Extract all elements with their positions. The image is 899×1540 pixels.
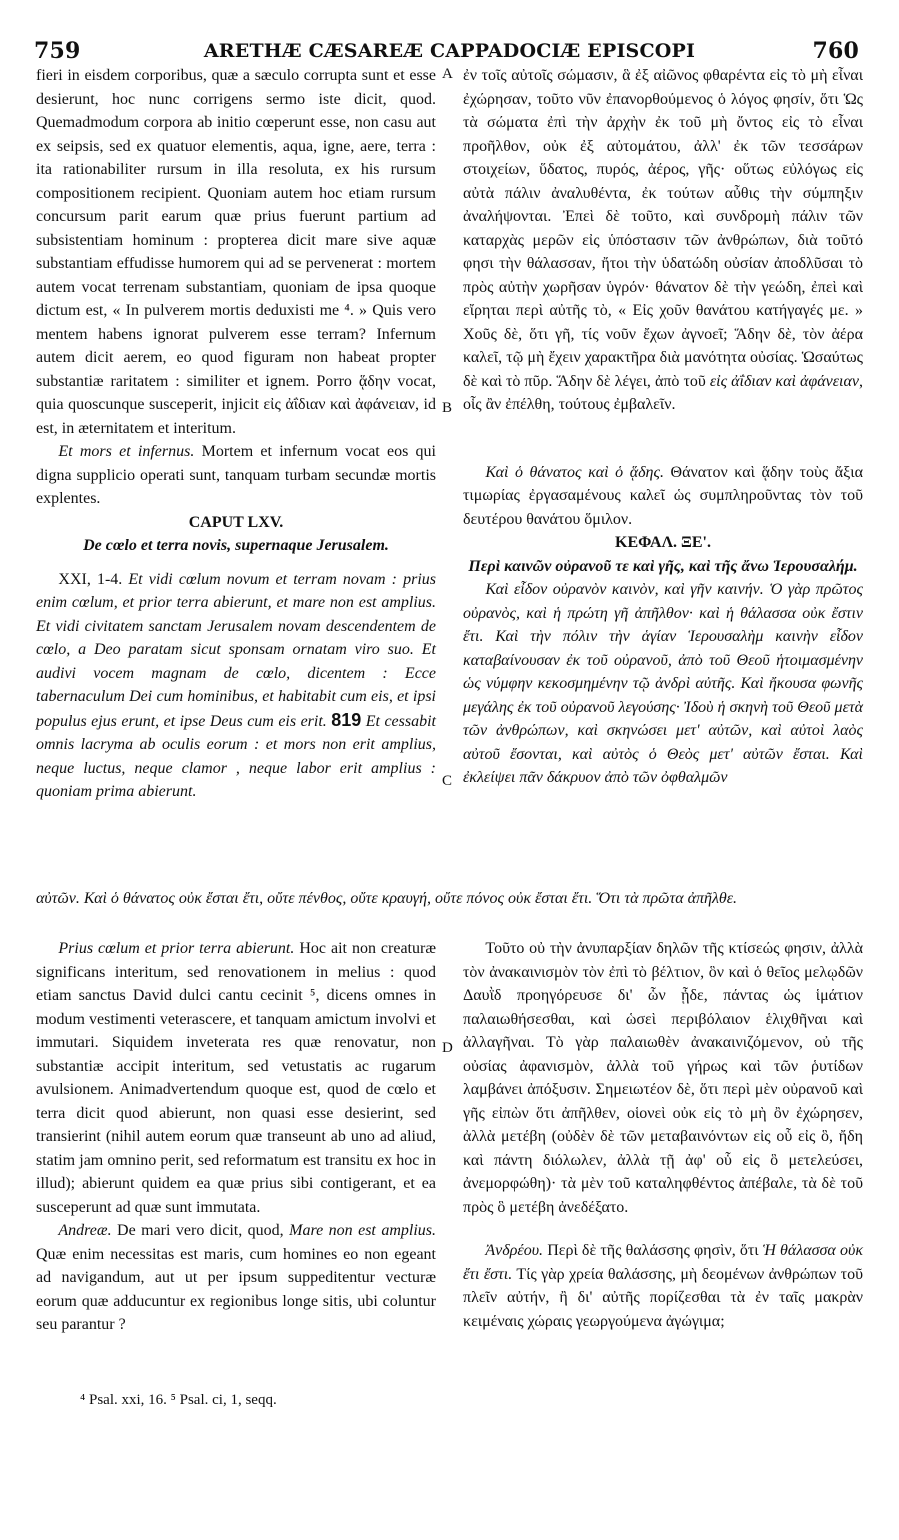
margin-marker-c: C (442, 773, 453, 789)
page-number-right: 760 (812, 38, 859, 64)
latin-paragraph-4: Prius cœlum et prior terra abierunt. Hoc ait non creaturæ significans interitum, sed renovationem in melius : quod etiam sanctus David dulci cantu cecinit ⁵, dicens omnes in modum vestimenti veterascere, et tanquam amictum involvi et immutari. Siquidem inveterata res quæ renovatur, non substantiæ accipit interitum, sed vetustatis ac rugarum avulsionem. Animadvertendum quoque est, quod de cœlo et terra dicit quod abierunt, non quasi esse desierint, sed transierint (nihil autem eorum quæ transeunt ab uno ad aliud, statim jam omnino perit, sed reformatum est transitu ex hoc in illud); abierunt quidem ea quæ prius sibi contigerant, et ea susceperunt ad quæ sunt immutata. (36, 940, 436, 1216)
latin-column-lower (36, 937, 436, 1337)
running-title: ARETHÆ CÆSAREÆ CAPPADOCIÆ EPISCOPI (203, 40, 696, 62)
latin-paragraph-5: Andreæ. De mari vero dicit, quod, Mare non est amplius. Quæ enim necessitas est maris, cum homines eo non egeant ad navigandum, aut ut per ipsum suppeditentur vecturæ eorum quæ adducuntur ex regionibus longe sitis, ubi coluntur seu parantur ? (36, 1222, 437, 1333)
latin-paragraph-2 (36, 440, 436, 511)
latin-chapter-heading: CAPUT LXV. (188, 513, 284, 531)
greek-paragraph-5: Ἀνδρέου. Περὶ δὲ τῆς θαλάσσης φησὶν, ὅτι Ἡ θάλασσα οὐκ ἔτι ἔστι. Τίς γὰρ χρεία θαλάσσης, μὴ δεομένων ἀνθρώπων τοῦ πλεῖν αὐτήν, ἢ δι' αὐτῆς πορίζεσθαι τὰ ἐν ταῖς μακρὰν κειμέναις χώραις γεωργούμενα ἀγώγιμα; (463, 1242, 864, 1330)
page-number-left: 759 (34, 38, 81, 64)
latin-scripture: XXI, 1-4. Et vidi cœlum novum et terram novam : prius enim cœlum, et prior terra abierunt, et mare non est amplius. Et vidi civitatem sanctam Jerusalem novam descendentem de cœlo, a Deo paratam sicut sponsam ornatam viro suo. Et audivi vocem magnam de cœlo, dicentem : Ecce tabernaculum Dei cum hominibus, et habitabit cum eis, et ipsi populus ejus erunt, et ipse Deus cum eis erit. 819 Et cessabit omnis lacryma ab oculis eorum : et mors non erit amplius, neque luctus, neque clamor , neque labor erit amplius : quoniam prima abierunt. (36, 570, 437, 800)
latin-commentary: Mortem et infernum vocat eos qui digna supplicio operati sunt, tanquam turbam secundæ mortis explentes. (36, 443, 437, 507)
greek-chapter-title: Περὶ καινῶν οὐρανοῦ τε καὶ γῆς, καὶ τῆς ἄνω Ἱερουσαλήμ. (468, 557, 858, 575)
fullwidth-scripture-line: αὐτῶν. Καὶ ὁ θάνατος οὐκ ἔσται ἔτι, οὔτε πένθος, οὔτε κραυγή, οὔτε πόνος οὐκ ἔσται ἔτι. Ὅτι τὰ πρῶτα ἀπῆλθε. (36, 890, 738, 907)
verse-reference: XXI, 1-4. (58, 570, 123, 588)
greek-paragraph-1: ἐν τοῖς αὐτοῖς σώμασιν, ἃ ἐξ αἰῶνος φθαρέντα εἰς τὸ μὴ εἶναι ἐχώρησαν, τοῦτο νῦν ἐπανορθούμενος ὁ λόγος φησίν, ὅτι Ὡς τὰ σώματα ἐπὶ τὴν ἀρχὴν ἐκ τοῦ μὴ ὄντος εἰς τὸ εἶναι προῆλθον, οὐκ ἐξ αὐτομάτου, ἀλλ' ἐκ τῶν τεσσάρων στοιχείων, ὕδατος, πυρός, ἀέρος, γῆς· οὕτως εὐλόγως εἰς αὐτὰ πάλιν ἀναλυθέντα, ἐκ τούτων αὖθις τὴν σύμπηξιν ἀναλήψονται. Ἐπεὶ δὲ τοῦτο, καὶ συνδρομὴ πάλιν τῶν καταρχὰς μερῶν εἰς ὑπόστασιν τῶν ἀνθρώπων, διὰ τοῦτό φησι τὴν θάλασσαν, ἤτοι τὴν ὑδατώδη οὐσίαν ἀποδλῦσαι τὸ πρὸς αὐτὴν χωρῆσαν ὑγρόν· θάνατον δὲ τὴν γεώδη, ἐπεὶ καὶ εἴρηται περὶ αὐτῆς τὸ, « Εἰς χοῦν θανάτου κατήγαγές με. » Χοῦς δὲ, ὅτι γῆ, τίς νοῦν ἔχων ἀγνοεῖ; Ἅδην δὲ, τὸν ἀέρα καλεῖ, τῷ μὴ ἔχειν χαρακτῆρα διὰ μανότητα οὐσίας. Ὡσαύτως δὲ καὶ τὸ πῦρ. Ἅδην δὲ λέγει, ἀπὸ τοῦ εἰς ἀΐδιαν καὶ ἀφάνειαν, οἷς ἂν ἐπέλθη, τούτους ἐμβαλεῖν. (463, 67, 863, 413)
column-number: 819 (331, 709, 362, 730)
margin-marker-a: A (442, 66, 453, 82)
latin-paragraph-1: fieri in eisdem corporibus, quæ a sæculo corrupta sunt et esse desierunt, hoc nunc corrigens sermo iste dicit, quod. Quemadmodum corpora ab initio cœperunt esse, non casu aut ex seipsis, sed ex quatuor elementis, aqua, igne, aere, terra : ita rationabiliter rursum in illa resoluta, ex his rursum compositionem recipient. Quoniam autem hoc etiam rursum concursum parit earum quæ prius fuerunt partium ad subsistentiam hominum : propterea dicit mare sive aquæ substantiam effudisse humorem qui ad se pervenerat : mortem autem vocat terrenam substantiam, quoniam de ipsa quoque dictum est, « In pulverem mortis deduxisti me ⁴. » Quis vero mentem habens ignorat pulverem esse terram? Infernum autem dicit aerem, eo quod figuram non habeat propter substantiæ raritatem : similiter et ignem. Porro ᾅδην vocat, quia quoscunque susceperit, injicit εἰς ἀΐδιαν καὶ ἀφάνειαν, id est, in æternitatem et interitum. (36, 67, 436, 437)
greek-paragraph-2: Καὶ ὁ θάνατος καὶ ὁ ᾅδης. Θάνατον καὶ ᾅδην τοὺς ἄξια τιμωρίας ἐργασαμένους καλεῖ ὡς συμπληροῦντας τὸν τοῦ δευτέρου θανάτου ὅμιλον. (463, 463, 863, 528)
footnotes: ⁴ Psal. xxi, 16. ⁵ Psal. ci, 1, seqq. (80, 1392, 277, 1408)
latin-column-upper (36, 64, 436, 804)
greek-scripture: Καὶ εἶδον οὐρανὸν καινὸν, καὶ γῆν καινήν. Ὁ γὰρ πρῶτος οὐρανὸς, καὶ ἡ πρώτη γῆ ἀπῆλθον· καὶ ἡ θάλασσα οὐκ ἔστιν ἔτι. Καὶ τὴν πόλιν τὴν ἁγίαν Ἱερουσαλὴμ καινὴν εἶδον καταβαίνουσαν ἐκ τοῦ οὐρανοῦ, ἀπὸ τοῦ Θεοῦ ἡτοιμασμένην ὡς νύμφην κεκοσμημένην τῷ ἀνδρὶ αὐτῆς. Καὶ ἤκουσα φωνῆς μεγάλης ἐκ τοῦ οὐρανοῦ λεγούσης· Ἰδοὺ ἡ σκηνὴ τοῦ Θεοῦ μετὰ τῶν ἀνθρώπων, καὶ σκηνώσει μετ' αὐτῶν, καὶ αὐτοὶ λαὸς αὐτοῦ ἔσονται, καὶ αὐτὸς ὁ Θεὸς μετ' αὐτῶν ἔσται. Καὶ ἐκλείψει πᾶν δάκρυον ἀπὸ τῶν ὀφθαλμῶν (463, 581, 863, 786)
greek-paragraph-4: Τοῦτο οὐ τὴν ἀνυπαρξίαν δηλῶν τῆς κτίσεώς φησιν, ἀλλὰ τὸν ἀνακαινισμὸν τὸν ἐπὶ τὸ βέλτιον, ὃν καὶ ὁ θεῖος μελῳδῶν Δαυῒδ προηγόρευσε δι' ὧν ᾖδε, πάντας ὡς ἱμάτιον παλαιωθήσεσθαι, καὶ ὡσεὶ περιβόλαιον ἑλιχθῆναι καὶ ἀλλαγῆναι. Τὸ γὰρ παλαιωθὲν ἀνακαινιζόμενον, οὐ τῆς οὐσίας ἀφανισμὸν, ἀλλὰ τοῦ γήρως καὶ τῶν ῥυτίδων λαμβάνει ἀπόξυσιν. Σημειωτέον δὲ, ὅτι περὶ μὲν οὐρανοῦ καὶ γῆς εἰπὼν ὅτι ἀπῆλθεν, οἱονεὶ οὐκ εἰς τὸ μὴ ὂν ἐχώρησεν, ἀλλὰ μετέβη (οὐδὲν δὲ τῶν μεταβαινόντων εἰς οὗ εἰς ὃ, ἤδη καὶ πάντη διόλωλεν, ἀλλὰ τῇ ἀφ' οὗ εἰς ὃ μετελεύσει, ἀνεμορφώθη)· τὰ μὲν τοῦ καταληφθέντος ἀπέβαλε, τὰ δὲ τοῦ πρὸς ὃ μετέβη ἀνεδέξατο. (463, 940, 863, 1216)
latin-chapter-title: De cœlo et terra novis, supernaque Jerusalem. (83, 537, 389, 554)
greek-column-lower (463, 937, 863, 1333)
greek-column-upper (463, 64, 863, 790)
greek-lemma: Καὶ ὁ θάνατος καὶ ὁ ᾅδης. (485, 463, 664, 481)
greek-chapter-heading: ΚΕΦΑΛ. ΞΕ'. (615, 534, 711, 551)
latin-lemma: Et mors et infernus. (58, 443, 195, 460)
margin-marker-d: D (442, 1040, 453, 1056)
margin-marker-b: B (442, 400, 453, 416)
